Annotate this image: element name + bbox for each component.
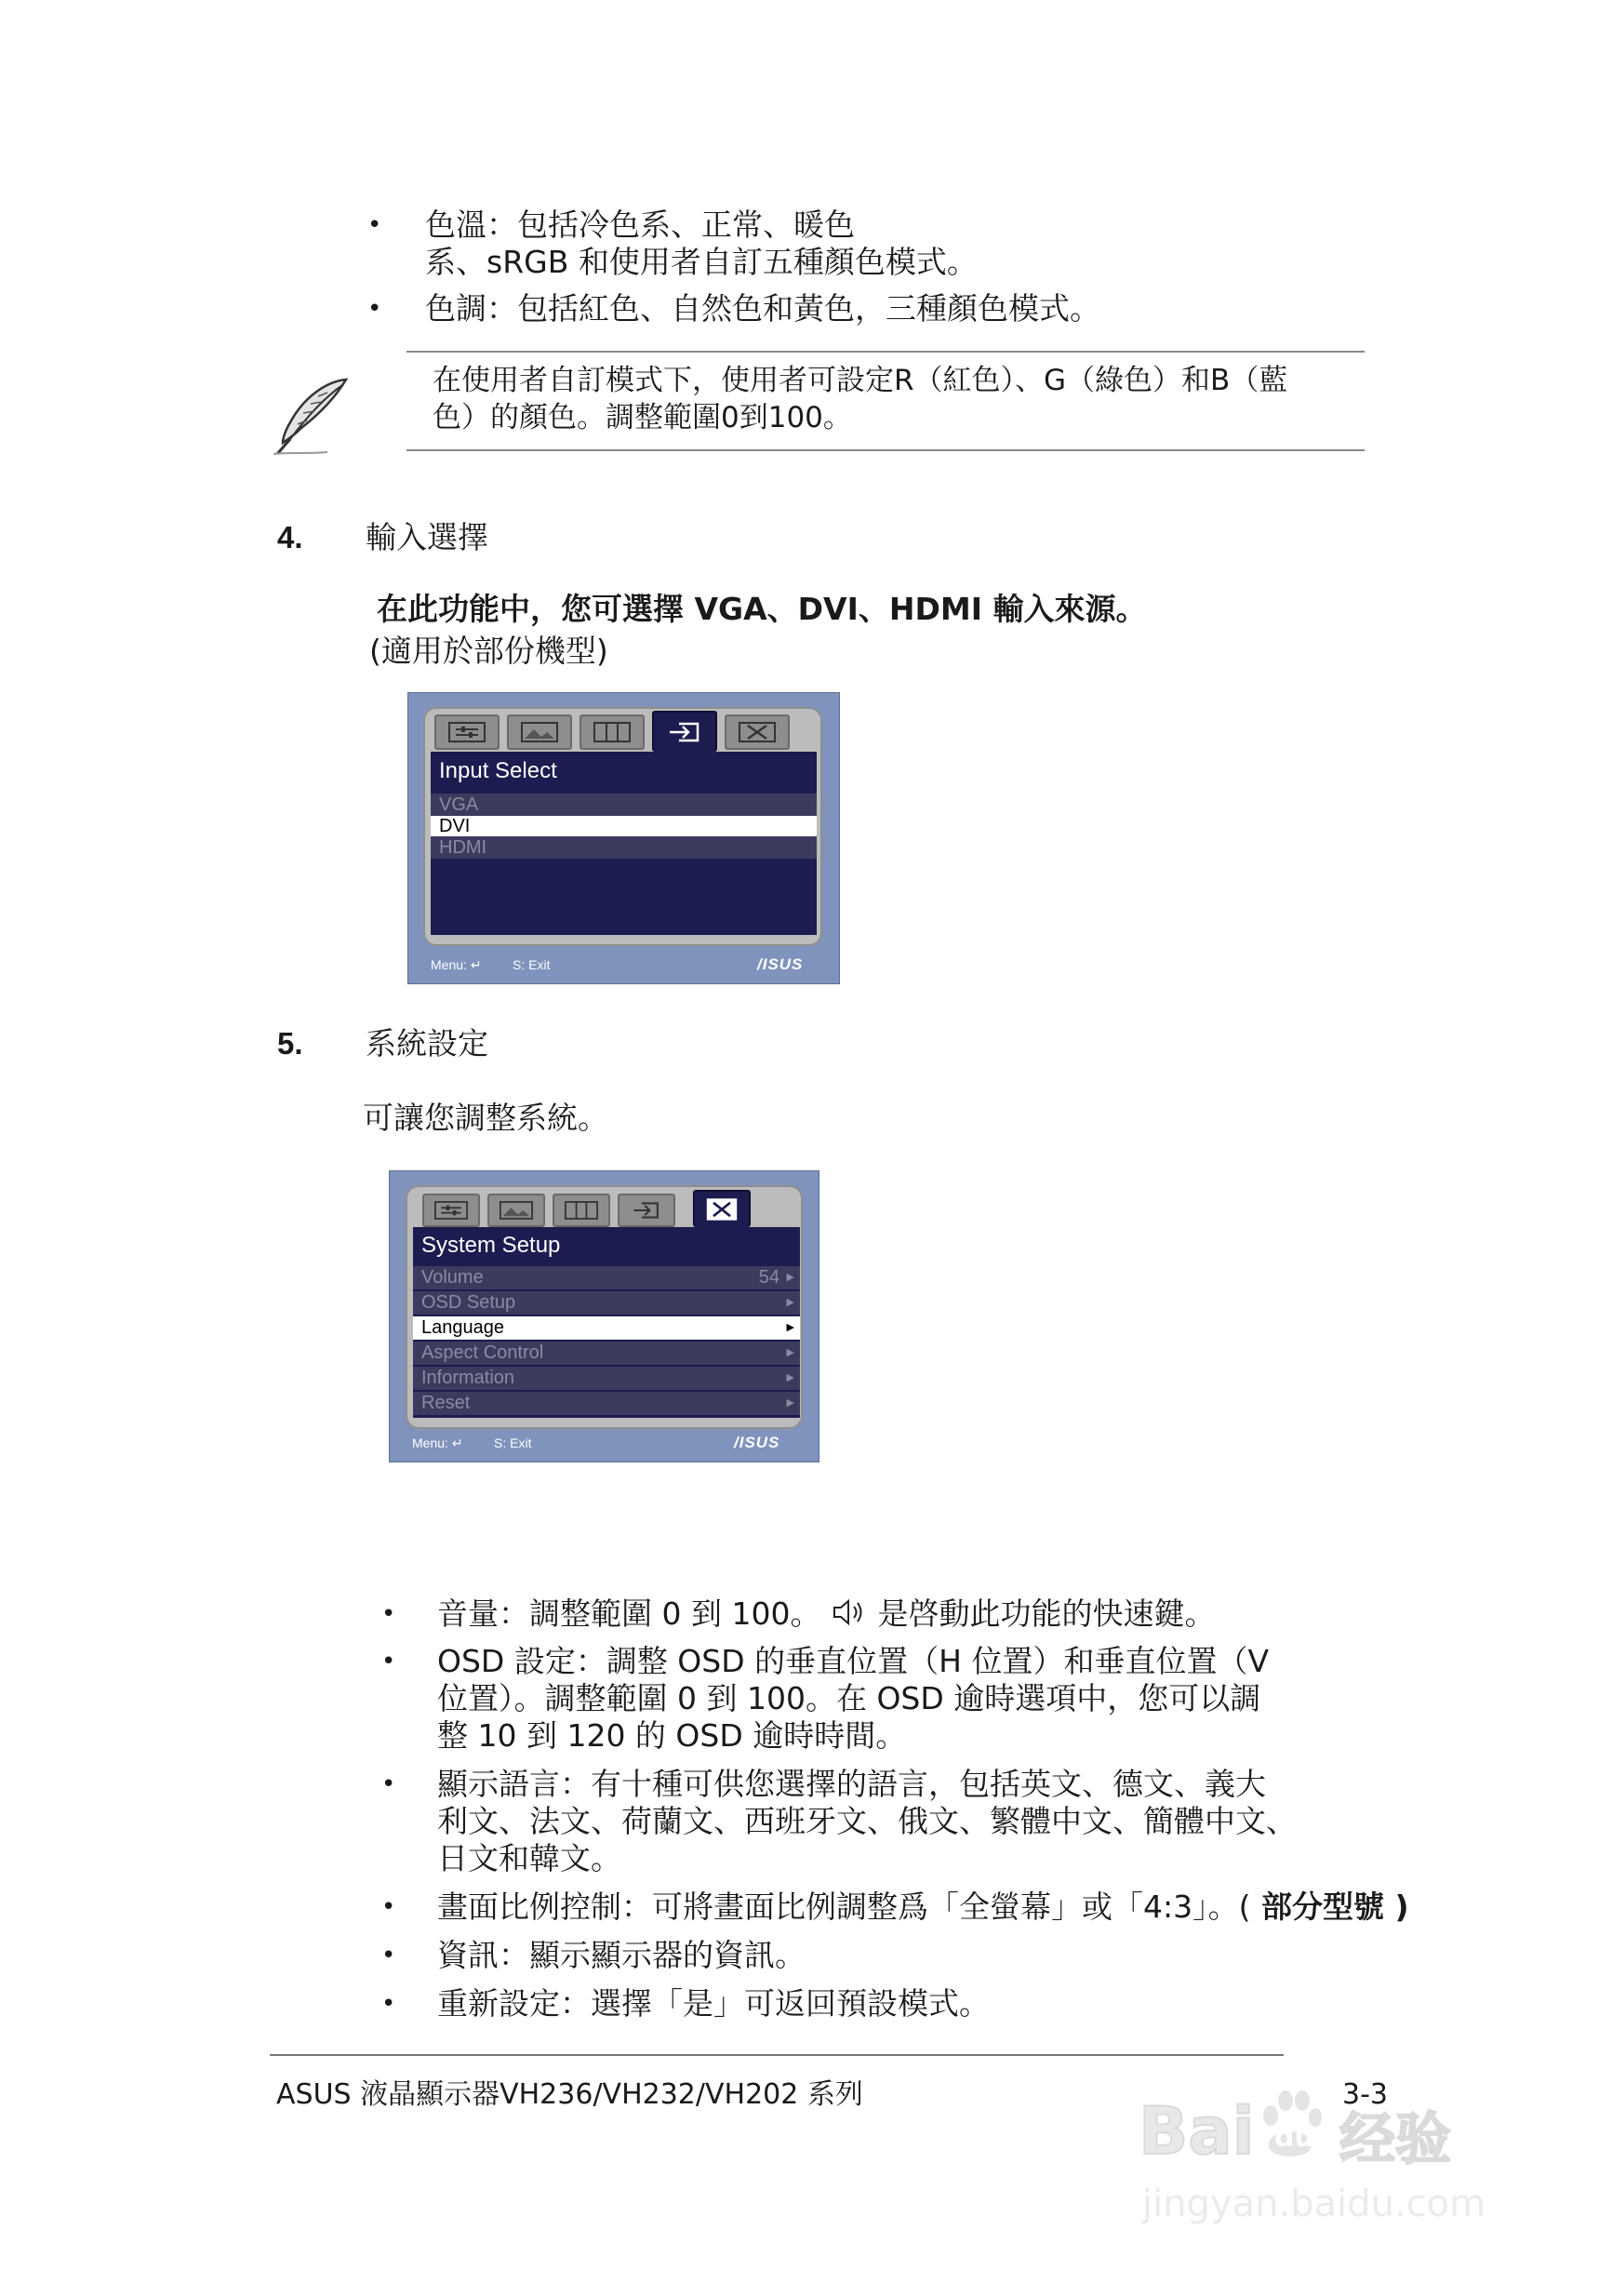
tools-icon (739, 722, 776, 742)
input-source-icon (630, 1200, 663, 1221)
volume-desc-text: 音量：調整範圍 0 到 100。 (437, 1595, 821, 1632)
tab-image[interactable] (507, 714, 572, 750)
rgb-icon (593, 722, 631, 742)
bullet-dot: • (381, 1600, 396, 1628)
color-settings-icon (448, 722, 486, 742)
note-line1: 在使用者自訂模式下，使用者可設定R（紅色）、G（綠色）和B（藍 (433, 364, 1288, 397)
watermark-url: jingyan.baidu.com (1142, 2183, 1486, 2225)
menu-item-volume[interactable] (413, 1266, 800, 1289)
menu-item-reset[interactable] (413, 1392, 800, 1415)
note-bottom-rule (406, 449, 1365, 451)
osd-system-setup (389, 1170, 819, 1462)
image-icon (500, 1201, 533, 1220)
bullet-dot: • (381, 1893, 396, 1921)
section-desc-note: (適用於部份機型) (369, 633, 608, 669)
bullet-dot: • (367, 211, 382, 239)
image-icon (521, 722, 558, 742)
menu-item-hdmi[interactable]: HDMI (431, 836, 817, 859)
tab-rgb[interactable] (553, 1194, 610, 1227)
menu-item-label: Reset (421, 1393, 471, 1413)
chevron-right-icon: ▶ (786, 1347, 794, 1358)
osd-setup-line1: OSD 設定：調整 OSD 的垂直位置（H 位置）和垂直位置（V (437, 1643, 1270, 1679)
rgb-icon (565, 1201, 598, 1220)
note-line2: 色）的顏色。調整範圍0到100。 (433, 401, 852, 434)
section-desc: 在此功能中，您可選擇 VGA、DVI、HDMI 輸入來源。 (377, 591, 1147, 627)
osd-footer-exit: S: Exit (494, 1435, 532, 1450)
speaker-icon (831, 1596, 868, 1628)
osd-footer-exit: S: Exit (513, 957, 551, 972)
reset-desc: 重新設定：選擇「是」可返回預設模式。 (437, 1985, 990, 2022)
menu-item-label: Information (421, 1368, 515, 1388)
bullet-dot: • (367, 295, 382, 323)
color-temp-line2: 系、sRGB 和使用者自訂五種顏色模式。 (425, 244, 978, 280)
tab-color[interactable] (422, 1194, 480, 1227)
tab-input-select[interactable] (618, 1194, 675, 1227)
section-desc: 可讓您調整系統。 (363, 1100, 608, 1136)
osd-footer-menu (431, 957, 482, 973)
footer-title: ASUS 液晶顯示器VH236/VH232/VH202 系列 (276, 2078, 863, 2111)
osd-setup-line2: 位置）。調整範圍 0 到 100。在 OSD 逾時選項中，您可以調 (437, 1680, 1261, 1716)
volume-desc (437, 1595, 1215, 1633)
bullet-dot: • (381, 1648, 396, 1675)
chevron-right-icon: ▶ (786, 1397, 794, 1408)
input-source-icon (666, 720, 703, 744)
enter-icon: ↵ (451, 1435, 463, 1450)
section-title: 系統設定 (366, 1025, 488, 1061)
osd-title: Input Select (439, 758, 557, 783)
section-number: 5. (277, 1026, 303, 1061)
aspect-control-desc (437, 1889, 1409, 1926)
menu-item-aspect-control[interactable] (413, 1342, 800, 1365)
menu-item-label: Aspect Control (421, 1342, 544, 1363)
volume-value: 54 (758, 1267, 779, 1288)
footer-menu-label: Menu: (412, 1435, 448, 1450)
menu-item-vga[interactable]: VGA (431, 794, 817, 816)
feather-pen-icon (270, 374, 355, 460)
menu-item-osd-setup[interactable] (413, 1291, 800, 1315)
color-settings-icon (434, 1201, 468, 1220)
osd-panel (413, 1227, 800, 1418)
chevron-right-icon: ▶ (786, 1372, 794, 1383)
asus-logo: /ISUS (757, 955, 804, 973)
chevron-right-icon: ▶ (786, 1272, 794, 1283)
osd-footer-menu (412, 1435, 463, 1451)
tab-system[interactable] (725, 714, 790, 750)
menu-item-label: OSD Setup (421, 1292, 516, 1313)
tab-rgb[interactable] (580, 714, 645, 750)
menu-item-label: Language (421, 1317, 504, 1338)
menu-item-language[interactable] (413, 1316, 800, 1340)
osd-title: System Setup (421, 1233, 561, 1258)
watermark-brand: Bai (1139, 2093, 1255, 2169)
menu-item-information[interactable] (413, 1367, 800, 1390)
bullet-dot: • (381, 1942, 396, 1969)
menu-item-dvi[interactable]: DVI (431, 816, 817, 836)
tab-input-select[interactable] (652, 711, 717, 752)
footer-menu-label: Menu: (431, 957, 467, 972)
bullet-dot: • (381, 1770, 396, 1798)
language-line2: 利文、法文、荷蘭文、西班牙文、俄文、繁體中文、簡體中文、 (437, 1803, 1297, 1839)
watermark-brand-du: du (1274, 2121, 1314, 2154)
aspect-desc-text: 畫面比例控制：可將畫面比例調整爲「全螢幕」或「4:3」。( (437, 1889, 1251, 1925)
footer-rule (270, 2054, 1284, 2056)
osd-input-select (407, 692, 840, 984)
enter-icon: ↵ (470, 957, 482, 972)
menu-item-label: Volume (421, 1267, 484, 1288)
page-number: 3-3 (1342, 2078, 1388, 2111)
information-desc: 資訊：顯示顯示器的資訊。 (437, 1937, 806, 1973)
chevron-right-icon: ▶ (786, 1322, 794, 1333)
tab-system[interactable] (693, 1190, 751, 1227)
color-temp-line1: 色溫：包括冷色系、正常、暖色 (425, 207, 855, 243)
language-line1: 顯示語言：有十種可供您選擇的語言，包括英文、德文、義大 (437, 1766, 1266, 1802)
color-tone-text: 色調：包括紅色、自然色和黃色，三種顏色模式。 (425, 290, 1100, 327)
tab-image[interactable] (487, 1194, 545, 1227)
tools-icon (705, 1197, 739, 1221)
bullet-dot: • (381, 1990, 396, 2018)
watermark (1139, 2065, 1515, 2242)
note-top-rule (406, 351, 1365, 353)
tab-color[interactable] (434, 714, 500, 750)
volume-desc-text-2: 是啓動此功能的快速鍵。 (877, 1595, 1216, 1632)
language-line3: 日文和韓文。 (437, 1840, 621, 1876)
watermark-cn: 经验 (1339, 2107, 1451, 2172)
chevron-right-icon: ▶ (786, 1297, 794, 1308)
osd-setup-line3: 整 10 到 120 的 OSD 逾時時間。 (437, 1717, 907, 1754)
osd-panel (431, 752, 817, 935)
section-title: 輸入選擇 (366, 519, 488, 555)
asus-logo: /ISUS (734, 1434, 780, 1451)
section-number: 4. (277, 520, 303, 554)
aspect-desc-bold: 部分型號 ) (1250, 1889, 1409, 1925)
